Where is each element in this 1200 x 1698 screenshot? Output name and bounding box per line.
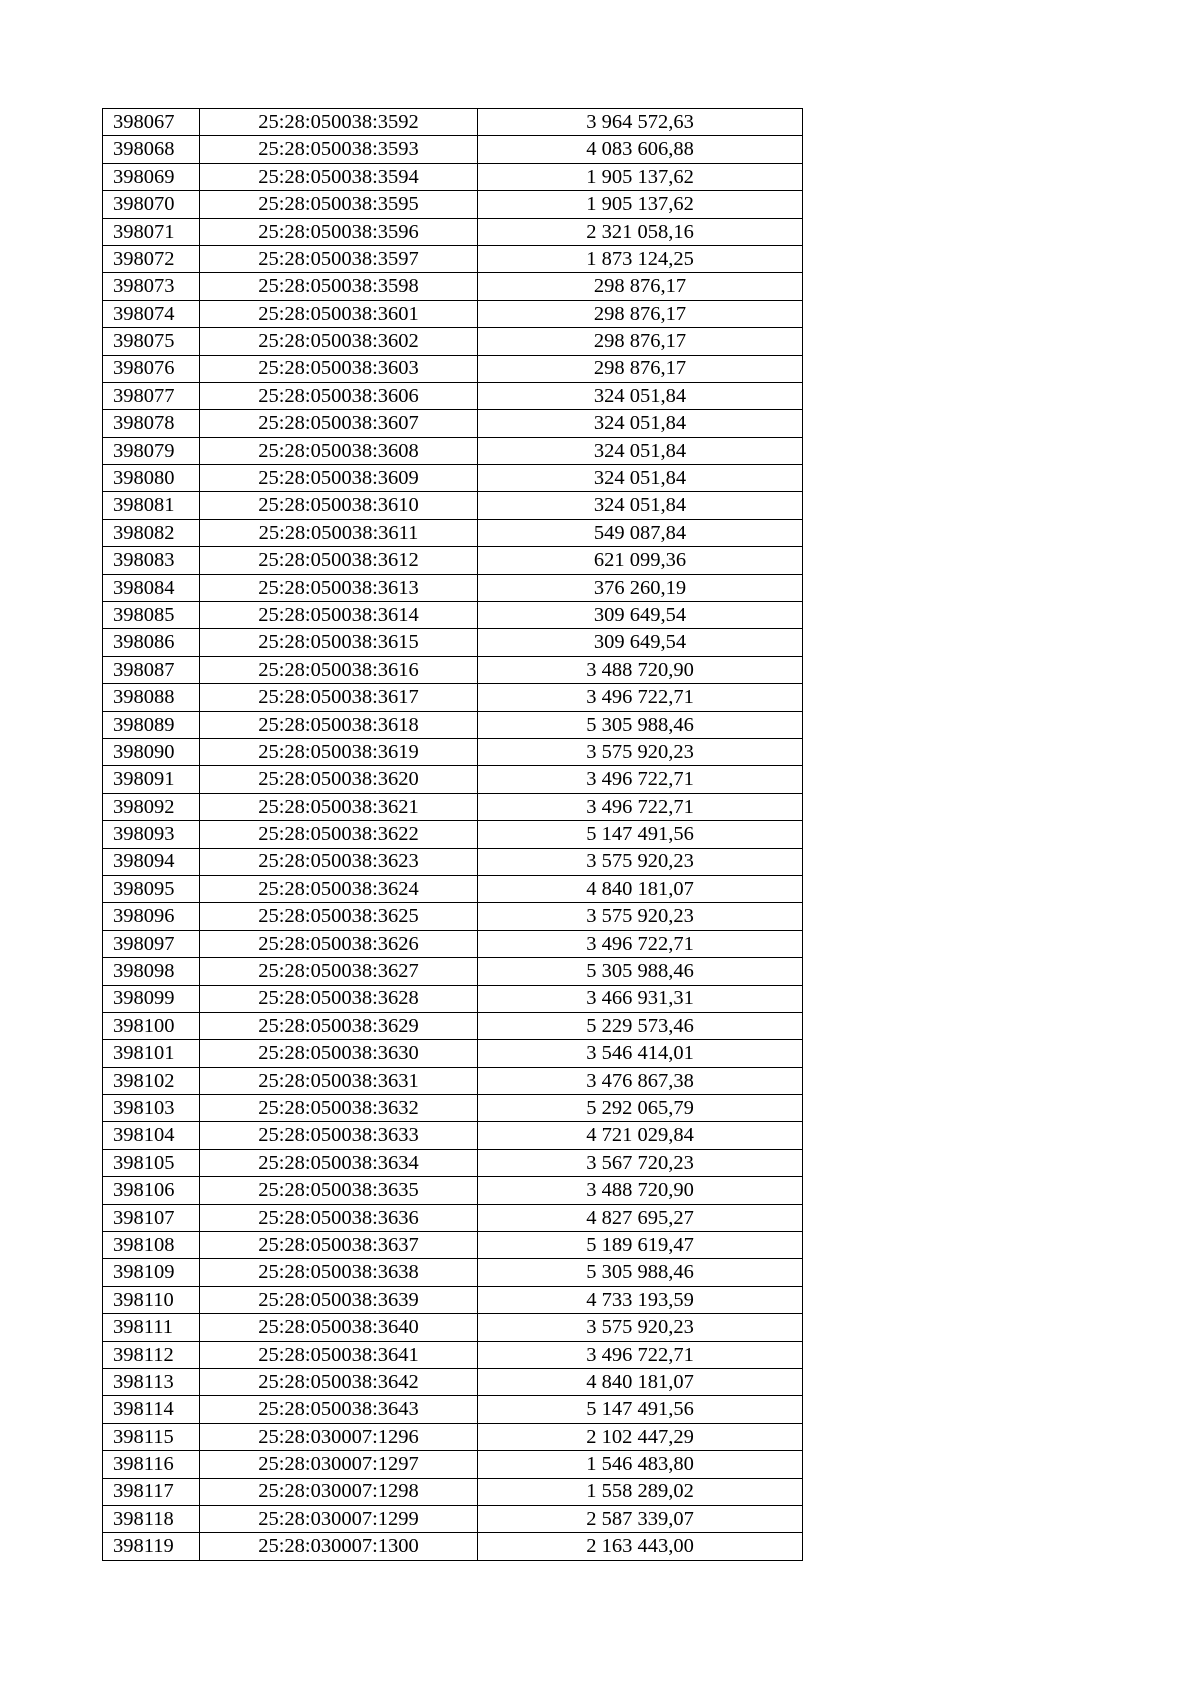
record-number-cell: 398099 bbox=[103, 985, 200, 1012]
cadastral-value-cell: 5 229 573,46 bbox=[478, 1012, 803, 1039]
cadastral-value-cell: 2 102 447,29 bbox=[478, 1423, 803, 1450]
cadastral-value-cell: 3 575 920,23 bbox=[478, 738, 803, 765]
cadastral-number-cell: 25:28:050038:3601 bbox=[200, 300, 478, 327]
record-number-cell: 398084 bbox=[103, 574, 200, 601]
record-number-cell: 398068 bbox=[103, 136, 200, 163]
cadastral-value-cell: 3 575 920,23 bbox=[478, 848, 803, 875]
table-row bbox=[103, 1533, 803, 1560]
cadastral-value-cell: 3 964 572,63 bbox=[478, 109, 803, 136]
table-row bbox=[103, 273, 803, 300]
cadastral-number-cell: 25:28:050038:3640 bbox=[200, 1314, 478, 1341]
record-number-cell: 398105 bbox=[103, 1149, 200, 1176]
record-number-cell: 398089 bbox=[103, 711, 200, 738]
cadastral-number-cell: 25:28:050038:3619 bbox=[200, 738, 478, 765]
table-row bbox=[103, 766, 803, 793]
cadastral-number-cell: 25:28:050038:3624 bbox=[200, 875, 478, 902]
cadastral-value-cell: 4 083 606,88 bbox=[478, 136, 803, 163]
table-row bbox=[103, 1368, 803, 1395]
record-number-cell: 398081 bbox=[103, 492, 200, 519]
cadastral-number-cell: 25:28:030007:1300 bbox=[200, 1533, 478, 1560]
cadastral-value-cell: 298 876,17 bbox=[478, 328, 803, 355]
record-number-cell: 398102 bbox=[103, 1067, 200, 1094]
cadastral-value-cell: 549 087,84 bbox=[478, 519, 803, 546]
record-number-cell: 398109 bbox=[103, 1259, 200, 1286]
table-row bbox=[103, 684, 803, 711]
record-number-cell: 398094 bbox=[103, 848, 200, 875]
table-row bbox=[103, 300, 803, 327]
cadastral-number-cell: 25:28:050038:3630 bbox=[200, 1040, 478, 1067]
record-number-cell: 398097 bbox=[103, 930, 200, 957]
table-row bbox=[103, 1040, 803, 1067]
record-number-cell: 398091 bbox=[103, 766, 200, 793]
table-row bbox=[103, 547, 803, 574]
cadastral-number-cell: 25:28:050038:3592 bbox=[200, 109, 478, 136]
table-row bbox=[103, 328, 803, 355]
cadastral-value-cell: 3 488 720,90 bbox=[478, 656, 803, 683]
record-number-cell: 398079 bbox=[103, 437, 200, 464]
cadastral-number-cell: 25:28:050038:3615 bbox=[200, 629, 478, 656]
cadastral-number-cell: 25:28:050038:3632 bbox=[200, 1095, 478, 1122]
cadastral-number-cell: 25:28:050038:3639 bbox=[200, 1286, 478, 1313]
cadastral-number-cell: 25:28:050038:3597 bbox=[200, 245, 478, 272]
cadastral-number-cell: 25:28:050038:3612 bbox=[200, 547, 478, 574]
cadastral-value-cell: 2 587 339,07 bbox=[478, 1505, 803, 1532]
record-number-cell: 398077 bbox=[103, 382, 200, 409]
table-row bbox=[103, 821, 803, 848]
table-row bbox=[103, 382, 803, 409]
cadastral-number-cell: 25:28:050038:3642 bbox=[200, 1368, 478, 1395]
table-row bbox=[103, 245, 803, 272]
record-number-cell: 398090 bbox=[103, 738, 200, 765]
table-row bbox=[103, 191, 803, 218]
table-row bbox=[103, 163, 803, 190]
table-row bbox=[103, 1012, 803, 1039]
record-number-cell: 398112 bbox=[103, 1341, 200, 1368]
cadastral-number-cell: 25:28:050038:3611 bbox=[200, 519, 478, 546]
table-row bbox=[103, 1177, 803, 1204]
cadastral-value-cell: 1 873 124,25 bbox=[478, 245, 803, 272]
table-row bbox=[103, 629, 803, 656]
record-number-cell: 398114 bbox=[103, 1396, 200, 1423]
table-row bbox=[103, 465, 803, 492]
cadastral-number-cell: 25:28:050038:3618 bbox=[200, 711, 478, 738]
cadastral-number-cell: 25:28:050038:3608 bbox=[200, 437, 478, 464]
cadastral-number-cell: 25:28:050038:3603 bbox=[200, 355, 478, 382]
table-row bbox=[103, 848, 803, 875]
record-number-cell: 398076 bbox=[103, 355, 200, 382]
table-row bbox=[103, 711, 803, 738]
cadastral-value-cell: 3 488 720,90 bbox=[478, 1177, 803, 1204]
cadastral-value-cell: 3 546 414,01 bbox=[478, 1040, 803, 1067]
cadastral-value-cell: 3 567 720,23 bbox=[478, 1149, 803, 1176]
cadastral-number-cell: 25:28:030007:1299 bbox=[200, 1505, 478, 1532]
cadastral-number-cell: 25:28:050038:3620 bbox=[200, 766, 478, 793]
table-row bbox=[103, 1232, 803, 1259]
cadastral-value-cell: 5 305 988,46 bbox=[478, 711, 803, 738]
cadastral-number-cell: 25:28:050038:3638 bbox=[200, 1259, 478, 1286]
cadastral-number-cell: 25:28:050038:3610 bbox=[200, 492, 478, 519]
record-number-cell: 398082 bbox=[103, 519, 200, 546]
cadastral-value-cell: 324 051,84 bbox=[478, 492, 803, 519]
record-number-cell: 398072 bbox=[103, 245, 200, 272]
table-row bbox=[103, 1122, 803, 1149]
record-number-cell: 398095 bbox=[103, 875, 200, 902]
cadastral-number-cell: 25:28:050038:3614 bbox=[200, 602, 478, 629]
cadastral-value-cell: 3 496 722,71 bbox=[478, 1341, 803, 1368]
record-number-cell: 398074 bbox=[103, 300, 200, 327]
record-number-cell: 398088 bbox=[103, 684, 200, 711]
cadastral-value-cell: 3 496 722,71 bbox=[478, 766, 803, 793]
cadastral-number-cell: 25:28:030007:1297 bbox=[200, 1451, 478, 1478]
cadastral-value-cell: 4 733 193,59 bbox=[478, 1286, 803, 1313]
record-number-cell: 398104 bbox=[103, 1122, 200, 1149]
cadastral-value-cell: 324 051,84 bbox=[478, 437, 803, 464]
table-row bbox=[103, 1314, 803, 1341]
cadastral-number-cell: 25:28:050038:3616 bbox=[200, 656, 478, 683]
cadastral-value-cell: 3 575 920,23 bbox=[478, 1314, 803, 1341]
cadastral-number-cell: 25:28:050038:3634 bbox=[200, 1149, 478, 1176]
table-row bbox=[103, 1451, 803, 1478]
record-number-cell: 398073 bbox=[103, 273, 200, 300]
cadastral-number-cell: 25:28:050038:3625 bbox=[200, 903, 478, 930]
record-number-cell: 398075 bbox=[103, 328, 200, 355]
record-number-cell: 398098 bbox=[103, 958, 200, 985]
cadastral-number-cell: 25:28:050038:3598 bbox=[200, 273, 478, 300]
cadastral-number-cell: 25:28:050038:3628 bbox=[200, 985, 478, 1012]
record-number-cell: 398106 bbox=[103, 1177, 200, 1204]
cadastral-number-cell: 25:28:050038:3626 bbox=[200, 930, 478, 957]
table-row bbox=[103, 1341, 803, 1368]
table-row bbox=[103, 109, 803, 136]
cadastral-value-cell: 324 051,84 bbox=[478, 382, 803, 409]
cadastral-value-cell: 3 496 722,71 bbox=[478, 684, 803, 711]
table-row bbox=[103, 875, 803, 902]
record-number-cell: 398086 bbox=[103, 629, 200, 656]
table-row bbox=[103, 1204, 803, 1231]
table-row bbox=[103, 492, 803, 519]
record-number-cell: 398067 bbox=[103, 109, 200, 136]
cadastral-number-cell: 25:28:050038:3621 bbox=[200, 793, 478, 820]
cadastral-number-cell: 25:28:050038:3594 bbox=[200, 163, 478, 190]
cadastral-number-cell: 25:28:050038:3596 bbox=[200, 218, 478, 245]
table-row bbox=[103, 355, 803, 382]
cadastral-number-cell: 25:28:050038:3636 bbox=[200, 1204, 478, 1231]
cadastral-number-cell: 25:28:050038:3629 bbox=[200, 1012, 478, 1039]
record-number-cell: 398096 bbox=[103, 903, 200, 930]
cadastral-value-cell: 3 476 867,38 bbox=[478, 1067, 803, 1094]
table-row bbox=[103, 738, 803, 765]
cadastral-number-cell: 25:28:050038:3637 bbox=[200, 1232, 478, 1259]
record-number-cell: 398092 bbox=[103, 793, 200, 820]
cadastral-value-cell: 621 099,36 bbox=[478, 547, 803, 574]
cadastral-value-cell: 5 189 619,47 bbox=[478, 1232, 803, 1259]
cadastral-value-table bbox=[102, 108, 803, 1561]
cadastral-value-cell: 309 649,54 bbox=[478, 602, 803, 629]
cadastral-value-cell: 4 840 181,07 bbox=[478, 1368, 803, 1395]
table-row bbox=[103, 985, 803, 1012]
table-row bbox=[103, 410, 803, 437]
table-body bbox=[103, 109, 803, 1561]
cadastral-value-cell: 3 496 722,71 bbox=[478, 930, 803, 957]
table-row bbox=[103, 958, 803, 985]
cadastral-number-cell: 25:28:050038:3602 bbox=[200, 328, 478, 355]
cadastral-number-cell: 25:28:050038:3643 bbox=[200, 1396, 478, 1423]
record-number-cell: 398115 bbox=[103, 1423, 200, 1450]
cadastral-number-cell: 25:28:050038:3606 bbox=[200, 382, 478, 409]
record-number-cell: 398110 bbox=[103, 1286, 200, 1313]
cadastral-value-cell: 4 721 029,84 bbox=[478, 1122, 803, 1149]
cadastral-value-cell: 5 292 065,79 bbox=[478, 1095, 803, 1122]
record-number-cell: 398107 bbox=[103, 1204, 200, 1231]
table-row bbox=[103, 574, 803, 601]
cadastral-number-cell: 25:28:050038:3641 bbox=[200, 1341, 478, 1368]
cadastral-value-cell: 1 905 137,62 bbox=[478, 163, 803, 190]
cadastral-value-cell: 324 051,84 bbox=[478, 410, 803, 437]
cadastral-number-cell: 25:28:050038:3593 bbox=[200, 136, 478, 163]
record-number-cell: 398116 bbox=[103, 1451, 200, 1478]
cadastral-value-cell: 376 260,19 bbox=[478, 574, 803, 601]
cadastral-number-cell: 25:28:030007:1298 bbox=[200, 1478, 478, 1505]
cadastral-value-cell: 3 496 722,71 bbox=[478, 793, 803, 820]
record-number-cell: 398070 bbox=[103, 191, 200, 218]
cadastral-number-cell: 25:28:050038:3607 bbox=[200, 410, 478, 437]
cadastral-number-cell: 25:28:050038:3633 bbox=[200, 1122, 478, 1149]
record-number-cell: 398117 bbox=[103, 1478, 200, 1505]
cadastral-value-cell: 1 546 483,80 bbox=[478, 1451, 803, 1478]
table-row bbox=[103, 930, 803, 957]
record-number-cell: 398078 bbox=[103, 410, 200, 437]
record-number-cell: 398071 bbox=[103, 218, 200, 245]
cadastral-value-cell: 5 305 988,46 bbox=[478, 958, 803, 985]
cadastral-value-cell: 5 147 491,56 bbox=[478, 1396, 803, 1423]
cadastral-number-cell: 25:28:050038:3623 bbox=[200, 848, 478, 875]
cadastral-number-cell: 25:28:050038:3617 bbox=[200, 684, 478, 711]
cadastral-number-cell: 25:28:050038:3609 bbox=[200, 465, 478, 492]
table-row bbox=[103, 1478, 803, 1505]
record-number-cell: 398103 bbox=[103, 1095, 200, 1122]
cadastral-value-cell: 298 876,17 bbox=[478, 273, 803, 300]
table-row bbox=[103, 656, 803, 683]
record-number-cell: 398113 bbox=[103, 1368, 200, 1395]
cadastral-number-cell: 25:28:050038:3622 bbox=[200, 821, 478, 848]
cadastral-value-cell: 5 305 988,46 bbox=[478, 1259, 803, 1286]
cadastral-number-cell: 25:28:050038:3613 bbox=[200, 574, 478, 601]
cadastral-value-cell: 4 827 695,27 bbox=[478, 1204, 803, 1231]
record-number-cell: 398080 bbox=[103, 465, 200, 492]
table-row bbox=[103, 903, 803, 930]
record-number-cell: 398111 bbox=[103, 1314, 200, 1341]
cadastral-number-cell: 25:28:050038:3595 bbox=[200, 191, 478, 218]
table-row bbox=[103, 1423, 803, 1450]
table-row bbox=[103, 437, 803, 464]
record-number-cell: 398101 bbox=[103, 1040, 200, 1067]
record-number-cell: 398100 bbox=[103, 1012, 200, 1039]
cadastral-number-cell: 25:28:030007:1296 bbox=[200, 1423, 478, 1450]
table-row bbox=[103, 1259, 803, 1286]
cadastral-value-cell: 2 321 058,16 bbox=[478, 218, 803, 245]
cadastral-value-cell: 3 575 920,23 bbox=[478, 903, 803, 930]
cadastral-number-cell: 25:28:050038:3627 bbox=[200, 958, 478, 985]
table-row bbox=[103, 1286, 803, 1313]
cadastral-value-cell: 2 163 443,00 bbox=[478, 1533, 803, 1560]
cadastral-value-cell: 298 876,17 bbox=[478, 355, 803, 382]
cadastral-number-cell: 25:28:050038:3631 bbox=[200, 1067, 478, 1094]
cadastral-value-cell: 324 051,84 bbox=[478, 465, 803, 492]
record-number-cell: 398118 bbox=[103, 1505, 200, 1532]
record-number-cell: 398087 bbox=[103, 656, 200, 683]
cadastral-value-cell: 1 558 289,02 bbox=[478, 1478, 803, 1505]
record-number-cell: 398069 bbox=[103, 163, 200, 190]
table-row bbox=[103, 519, 803, 546]
cadastral-value-cell: 309 649,54 bbox=[478, 629, 803, 656]
cadastral-number-cell: 25:28:050038:3635 bbox=[200, 1177, 478, 1204]
table-row bbox=[103, 218, 803, 245]
table-row bbox=[103, 1149, 803, 1176]
cadastral-value-cell: 5 147 491,56 bbox=[478, 821, 803, 848]
table-row bbox=[103, 1505, 803, 1532]
record-number-cell: 398119 bbox=[103, 1533, 200, 1560]
table-row bbox=[103, 1067, 803, 1094]
cadastral-value-cell: 3 466 931,31 bbox=[478, 985, 803, 1012]
table-row bbox=[103, 1396, 803, 1423]
table-row bbox=[103, 136, 803, 163]
record-number-cell: 398085 bbox=[103, 602, 200, 629]
cadastral-value-cell: 4 840 181,07 bbox=[478, 875, 803, 902]
cadastral-value-cell: 298 876,17 bbox=[478, 300, 803, 327]
record-number-cell: 398083 bbox=[103, 547, 200, 574]
record-number-cell: 398093 bbox=[103, 821, 200, 848]
table-row bbox=[103, 1095, 803, 1122]
record-number-cell: 398108 bbox=[103, 1232, 200, 1259]
cadastral-value-cell: 1 905 137,62 bbox=[478, 191, 803, 218]
table-row bbox=[103, 602, 803, 629]
table-row bbox=[103, 793, 803, 820]
